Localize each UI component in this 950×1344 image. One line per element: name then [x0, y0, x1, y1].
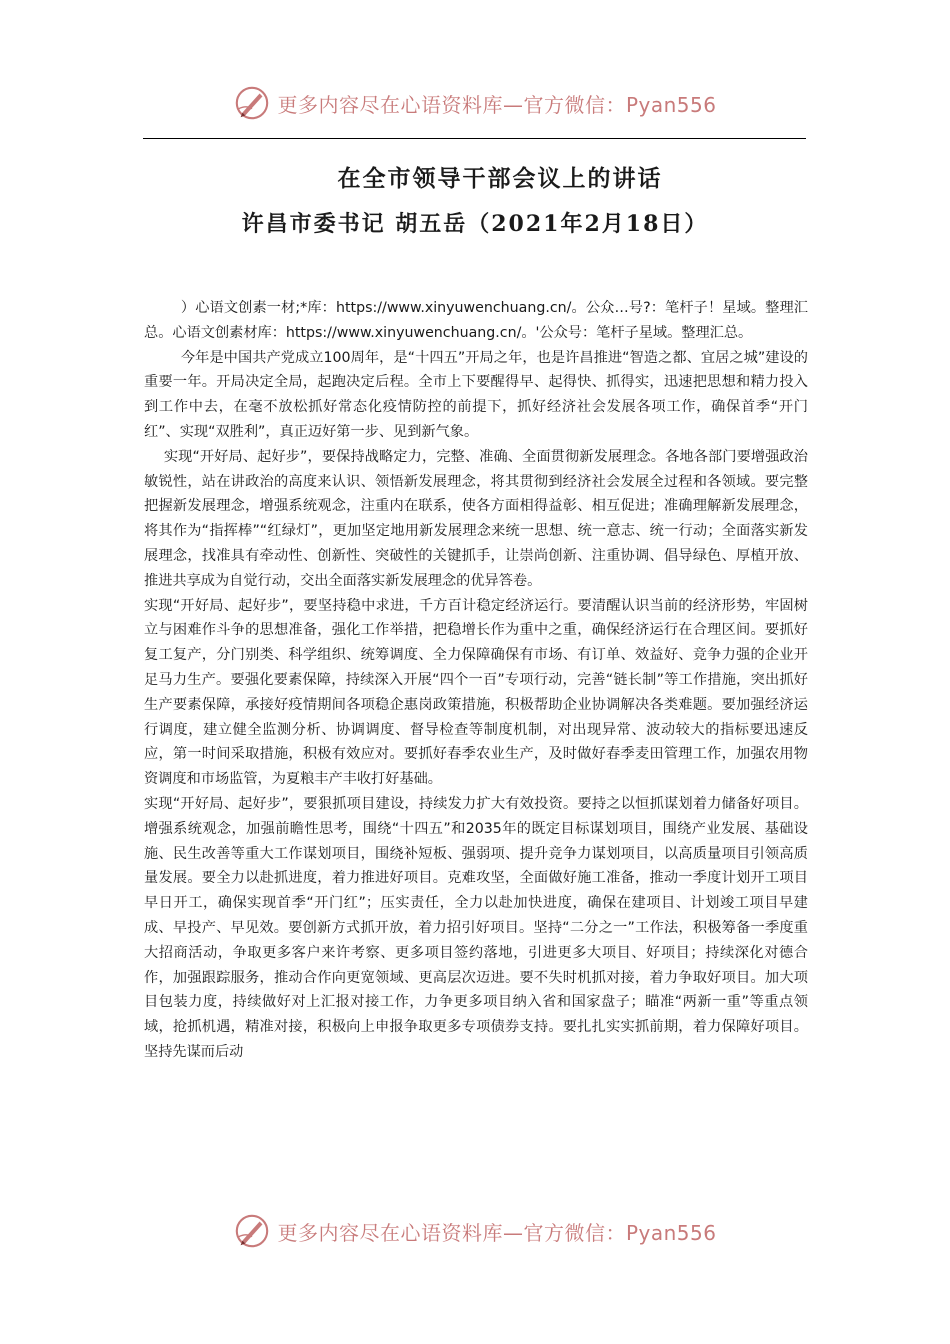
- pen-logo-icon: [233, 1212, 271, 1250]
- paragraph-2: 实现“开好局、起好步”，要保持战略定力，完整、准确、全面贯彻新发展理念。各地各部门要增强政治敏锐性，站在讲政治的高度来认识、领悟新发展理念，将其贯彻到经济社会发展全过程和各领域。要完整把握新发展理念，增强系统观念，注重内在联系，使各方面相得益彰、相互促进；准确理解新发展理念，将其作为“指挥棒”“红绿灯”，更加坚定地用新发展理念来统一思想、统一意志、统一行动；全面落实新发展理念，找准具有牵动性、创新性、突破性的关键抓手，让崇尚创新、注重协调、倡导绿色、厚植开放、推进共享成为自觉行动，交出全面落实新发展理念的优异答卷。: [144, 448, 808, 589]
- footer-watermark-banner: [0, 1212, 950, 1250]
- pen-logo-icon: [233, 84, 271, 122]
- paragraph-3: 实现“开好局、起好步”，要坚持稳中求进，千方百计稳定经济运行。要清醒认识当前的经济形势，牢固树立与困难作斗争的思想准备，强化工作举措，把稳增长作为重中之重，确保经济运行在合理区间。要抓好复工复产，分门别类、科学组织、统筹调度、全力保障确保有市场、有订单、效益好、竞争力强的企业开足马力生产。要强化要素保障，持续深入开展“四个一百”专项行动，完善“链长制”等工作措施，突出抓好生产要素保障，承接好疫情期间各项稳企惠岗政策措施，积极帮助企业协调解决各类难题。要加强经济运行调度，建立健全监测分析、协调调度、督导检查等制度机制，对出现异常、波动较大的指标要迅速反应，第一时间采取措施，积极有效应对。要抓好春季农业生产，及时做好春季麦田管理工作，加强农用物资调度和市场监管，为夏粮丰产丰收打好基础。: [144, 597, 808, 788]
- page-subtitle: 许昌市委书记 胡五岳（2021年2月18日）: [241, 211, 709, 237]
- banner-text: 更多内容尽在心语资料库—官方微信：Pyan556: [277, 1220, 717, 1245]
- paragraph-1: 今年是中国共产党成立100周年，是“十四五”开局之年，也是许昌推进“智造之都、宜居之城”建设的重要一年。开局决定全局，起跑决定后程。全市上下要醒得早、起得快、抓得实，迅速把思想和精力投入到工作中去，在毫不放松抓好常态化疫情防控的前提下，抓好经济社会发展各项工作，确保首季“开门红”、实现“双胜利”，真正迈好第一步、见到新气象。: [144, 349, 808, 440]
- banner-text: 更多内容尽在心语资料库—官方微信：Pyan556: [277, 92, 717, 117]
- page-title: 在全市领导干部会议上的讲话: [337, 165, 663, 192]
- header-rule: [143, 138, 806, 139]
- document-body: [144, 296, 808, 1065]
- paragraph-4: 实现“开好局、起好步”，要狠抓项目建设，持续发力扩大有效投资。要持之以恒抓谋划着力储备好项目。增强系统观念，加强前瞻性思考，围绕“十四五”和2035年的既定目标谋划项目，围绕产业发展、基础设施、民生改善等重大工作谋划项目，围绕补短板、强弱项、提升竞争力谋划项目，以高质量项目引领高质量发展。要全力以赴抓进度，着力推进好项目。克难攻坚，全面做好施工准备，推动一季度计划开工项目早日开工，确保实现首季“开门红”；压实责任，全力以赴加快进度，确保在建项目、计划竣工项目早建成、早投产、早见效。要创新方式抓开放，着力招引好项目。坚持“二分之一”工作法，积极筹备一季度重大招商活动，争取更多客户来许考察、更多项目签约落地，引进更多大项目、好项目；持续深化对德合作，加强跟踪服务，推动合作向更宽领域、更高层次迈进。要不失时机抓对接，着力争取好项目。加大项目包装力度，持续做好对上汇报对接工作，力争更多项目纳入省和国家盘子；瞄准“两新一重”等重点领域，抢抓机遇，精准对接，积极向上申报争取更多专项债券支持。要扎扎实实抓前期，着力保障好项目。坚持先谋而后动: [144, 795, 808, 1060]
- paragraph-watermark: ）心语文创素一材;*库：https://www.xinyuwenchuang.cn/。公众…号?：笔杆子！星域。整理汇总。心语文创素材库：https://www.xinyuwenchuang.cn/。'公众号：笔杆子星域。整理汇总。: [144, 300, 808, 341]
- header-watermark-banner: [0, 84, 950, 122]
